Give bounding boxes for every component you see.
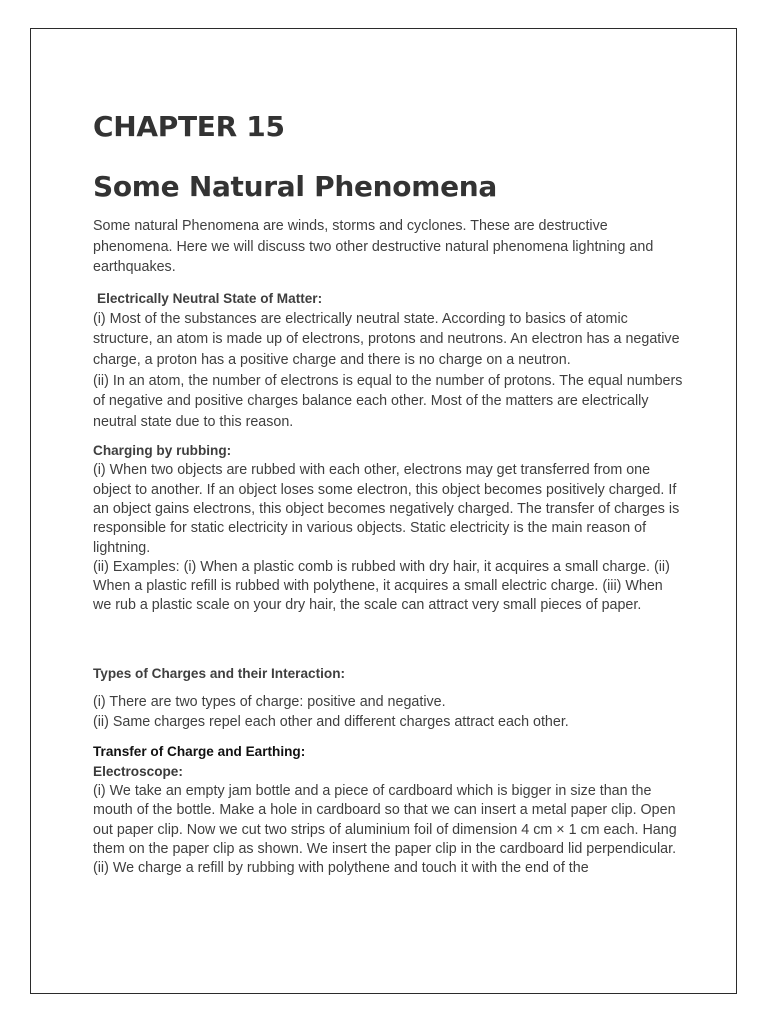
transfer-paragraph-1: (i) We take an empty jam bottle and a piece of cardboard which is bigger in size than the mouth of the bottle. Make a hole in cardboard so that we can insert a metal paper clip. Open out paper clip. Now we cut two strips of aluminium foil of dimension 4 cm × 1 cm each. Hang them on the paper clip as shown. We insert the paper clip in the cardboard lid perpendicular. (93, 782, 677, 857)
types-paragraph-2: (ii) Same charges repel each other and different charges attract each other. (93, 714, 569, 731)
section-heading-types-of-charges: Types of Charges and their Interaction: (93, 665, 346, 681)
types-paragraph-1: (i) There are two types of charge: positive and negative. (93, 693, 446, 710)
rubbing-paragraph-1: (i) When two objects are rubbed with each other, electrons may get transferred from one object to another. If an object loses some electron, this object becomes positively charged. If an object gains electrons, this object becomes negatively charged. The transfer of charges is responsible for static electricity in various objects. Static electricity is the main reason of lightning. (93, 462, 680, 556)
chapter-title: Some Natural Phenomena (93, 170, 498, 203)
section-heading-neutral-state: Electrically Neutral State of Matter: (97, 290, 323, 306)
document-page (30, 28, 737, 994)
transfer-paragraph-2: (ii) We charge a refill by rubbing with polythene and touch it with the end of the (93, 860, 589, 877)
chapter-number: CHAPTER 15 (93, 110, 285, 143)
rubbing-paragraph-2: (ii) Examples: (i) When a plastic comb is rubbed with dry hair, it acquires a small charge. (ii) When a plastic refill is rubbed with polythene, it acquires a small electric charge. (iii) When we rub a plastic scale on your dry hair, the scale can attract very small pieces of paper. (93, 558, 670, 614)
neutral-paragraph-2: (ii) In an atom, the number of electrons is equal to the number of protons. The equal numbers of negative and positive charges balance each other. Most of the matters are electrically neutral state due to this reason. (93, 372, 683, 430)
section-heading-transfer-of-charge: Transfer of Charge and Earthing: (93, 743, 306, 759)
neutral-paragraph-1: (i) Most of the substances are electrically neutral state. According to basics of atomic structure, an atom is made up of electrons, protons and neutrons. An electron has a negative charge, a proton has a positive charge and there is no charge on a neutron. (93, 310, 680, 368)
section-heading-charging-by-rubbing: Charging by rubbing: (93, 443, 232, 459)
subheading-electroscope: Electroscope: (93, 763, 183, 779)
intro-paragraph: Some natural Phenomena are winds, storms and cyclones. These are destructive phenomena. Here we will discuss two other destructive natural phenomena lightning and earthquakes. (93, 218, 654, 276)
page-content (93, 107, 683, 878)
